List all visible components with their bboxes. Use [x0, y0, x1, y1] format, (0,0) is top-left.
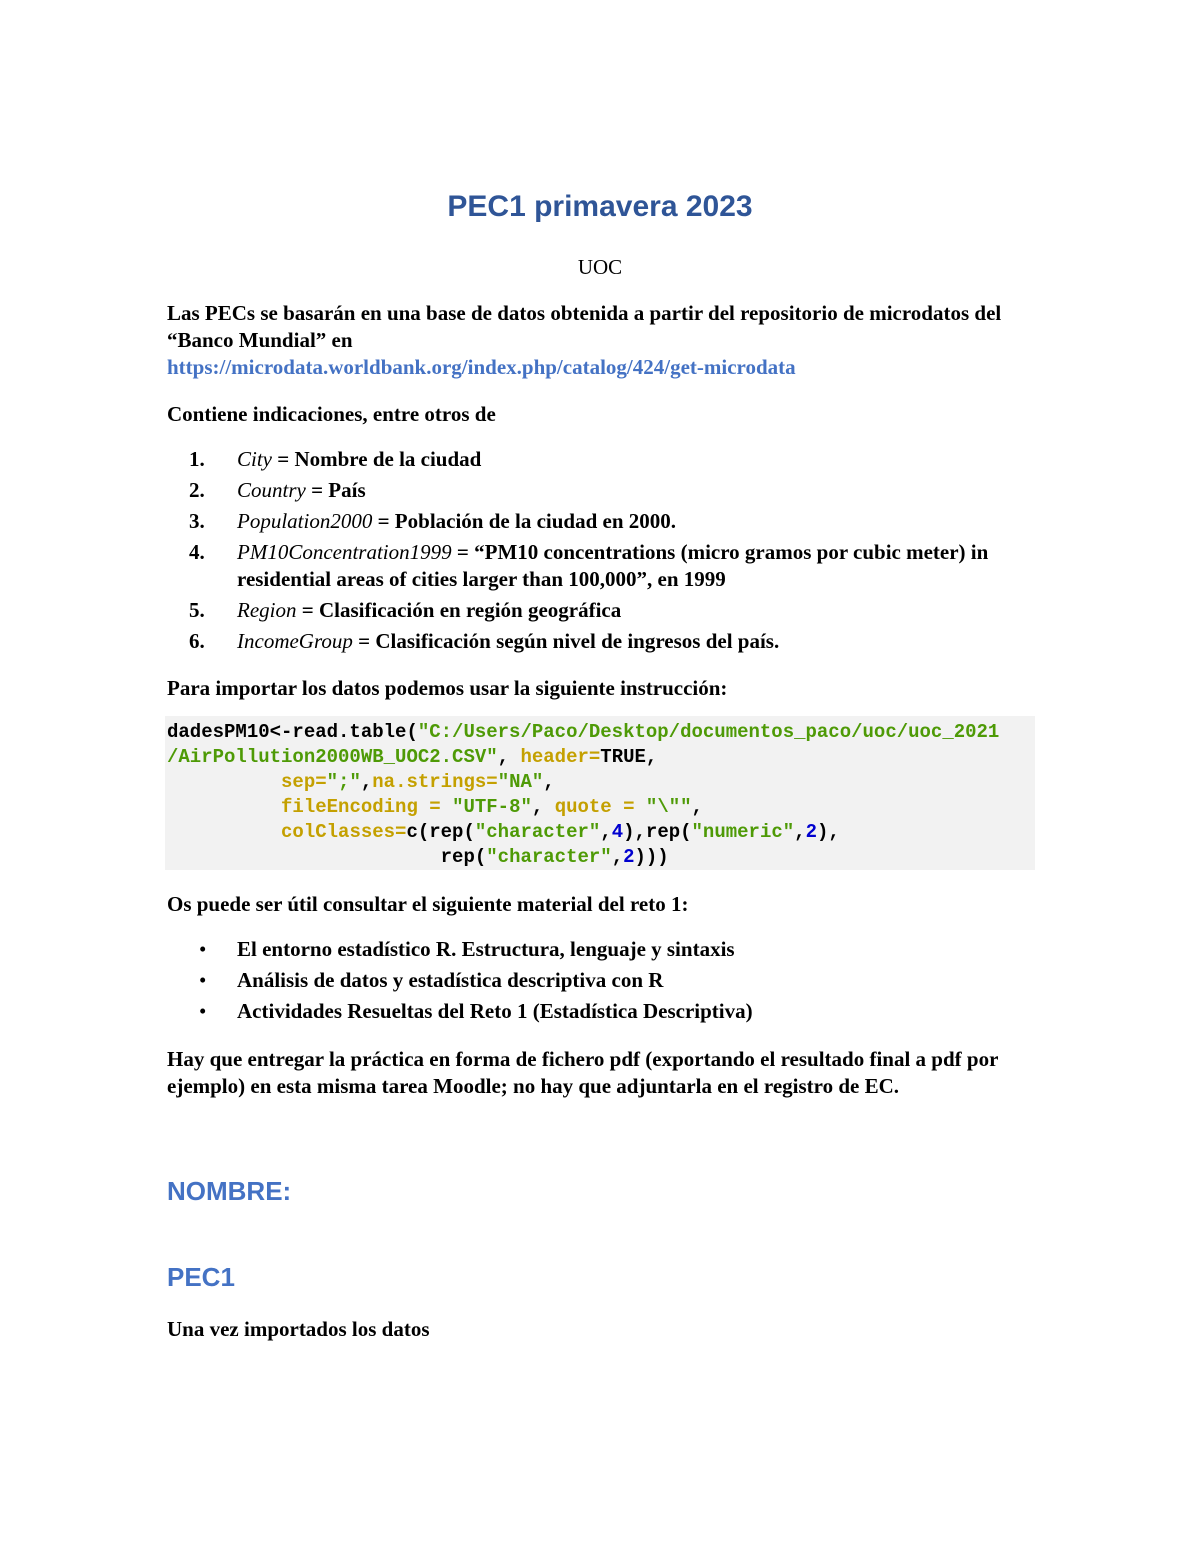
- code-arg: colClasses=: [281, 821, 407, 843]
- list-item: [167, 998, 1037, 1025]
- materials-list: [167, 936, 1037, 1029]
- code-indent: [167, 796, 281, 818]
- code-arg: na.strings=: [372, 771, 498, 793]
- code-text: ,: [611, 846, 624, 868]
- code-text: ,: [543, 771, 555, 793]
- import-heading: Para importar los datos podemos usar la siguiente instrucción:: [167, 676, 728, 700]
- code-arg: fileEncoding =: [281, 796, 453, 818]
- worldbank-link[interactable]: https://microdata.worldbank.org/index.php/catalog/424/get-microdata: [167, 355, 796, 379]
- list-item: [167, 477, 1037, 504]
- code-text: TRUE,: [600, 746, 658, 768]
- list-item: [167, 936, 1037, 963]
- list-item: [167, 539, 1037, 593]
- document-subtitle: UOC: [577, 255, 623, 279]
- code-string: ";": [326, 771, 361, 793]
- code-string: /AirPollution2000WB_UOC2.CSV": [167, 746, 498, 768]
- code-string: "UTF-8": [452, 796, 532, 818]
- code-string: "character": [474, 821, 601, 843]
- code-number: 2: [623, 846, 635, 868]
- variable-desc: = “PM10 concentrations (micro gramos por cubic meter) in residential areas of cities larger than 100,000”, en 1999: [237, 540, 989, 591]
- code-string: "C:/Users/Paco/Desktop/documentos_paco/uoc/uoc_2021: [417, 721, 1000, 743]
- code-text: ,: [794, 821, 806, 843]
- list-item: [167, 597, 1037, 624]
- list-number: 3.: [189, 509, 205, 533]
- final-paragraph: Una vez importados los datos: [167, 1317, 430, 1341]
- list-item: [167, 508, 1037, 535]
- variable-name: Country: [237, 478, 306, 502]
- bullet-icon: •: [199, 937, 207, 961]
- code-text: ,: [600, 821, 612, 843]
- variable-desc: = Clasificación según nivel de ingresos del país.: [352, 629, 780, 653]
- variable-name: City: [237, 447, 272, 471]
- code-string: "\"": [645, 796, 692, 818]
- variables-list: [167, 446, 1037, 659]
- list-number: 4.: [189, 540, 205, 564]
- variable-desc: = País: [305, 478, 366, 502]
- code-text: dadesPM10<-read.table(: [167, 721, 418, 743]
- code-arg: header=: [520, 746, 601, 768]
- variable-name: Population2000: [237, 509, 373, 533]
- code-block: [165, 716, 1035, 870]
- code-string: "numeric": [691, 821, 795, 843]
- variable-desc: = Nombre de la ciudad: [272, 447, 482, 471]
- code-indent: [167, 846, 441, 868]
- variable-name: Region: [237, 598, 297, 622]
- delivery-paragraph: Hay que entregar la práctica en forma de fichero pdf (exportando el resultado final a pdf por ejemplo) en esta misma tarea Moodle; no hay que adjuntarla en el registro de EC.: [167, 1047, 999, 1098]
- code-text: ,: [360, 771, 373, 793]
- intro-text: Las PECs se basarán en una base de datos obtenida a partir del repositorio de microdatos del “Banco Mundial” en: [167, 301, 1002, 352]
- list-item: [167, 628, 1037, 655]
- code-number: 4: [611, 821, 624, 843]
- variable-desc: = Población de la ciudad en 2000.: [372, 509, 677, 533]
- list-number: 2.: [189, 478, 205, 502]
- list-item: [167, 446, 1037, 473]
- code-text: ),rep(: [623, 821, 692, 843]
- pec-heading: PEC1: [167, 1262, 235, 1292]
- bullet-icon: •: [199, 968, 207, 992]
- name-heading: NOMBRE:: [167, 1176, 292, 1206]
- list-number: 6.: [189, 629, 205, 653]
- contains-heading: Contiene indicaciones, entre otros de: [167, 402, 496, 426]
- code-indent: [167, 771, 281, 793]
- bullet-icon: •: [199, 999, 207, 1023]
- material-item: El entorno estadístico R. Estructura, lenguaje y sintaxis: [237, 937, 735, 961]
- code-arg: quote =: [554, 796, 646, 818]
- code-indent: [167, 821, 281, 843]
- code-arg: sep=: [281, 771, 327, 793]
- code-text: c(rep(: [406, 821, 475, 843]
- code-text: ))): [634, 846, 669, 868]
- code-string: "NA": [497, 771, 544, 793]
- material-item: Análisis de datos y estadística descriptiva con R: [237, 968, 664, 992]
- material-item: Actividades Resueltas del Reto 1 (Estadística Descriptiva): [237, 999, 753, 1023]
- document-title: PEC1 primavera 2023: [447, 190, 753, 223]
- variable-name: PM10Concentration1999: [237, 540, 452, 564]
- code-text: ,: [497, 746, 521, 768]
- code-text: ,: [531, 796, 555, 818]
- intro-paragraph: [167, 300, 1047, 381]
- variable-name: IncomeGroup: [237, 629, 353, 653]
- code-text: ),: [816, 821, 840, 843]
- code-text: rep(: [440, 846, 487, 868]
- code-number: 2: [805, 821, 817, 843]
- material-heading: Os puede ser útil consultar el siguiente material del reto 1:: [167, 892, 689, 916]
- variable-desc: = Clasificación en región geográfica: [296, 598, 622, 622]
- list-item: [167, 967, 1037, 994]
- list-number: 5.: [189, 598, 205, 622]
- code-string: "character": [486, 846, 612, 868]
- code-text: ,: [691, 796, 703, 818]
- list-number: 1.: [189, 447, 205, 471]
